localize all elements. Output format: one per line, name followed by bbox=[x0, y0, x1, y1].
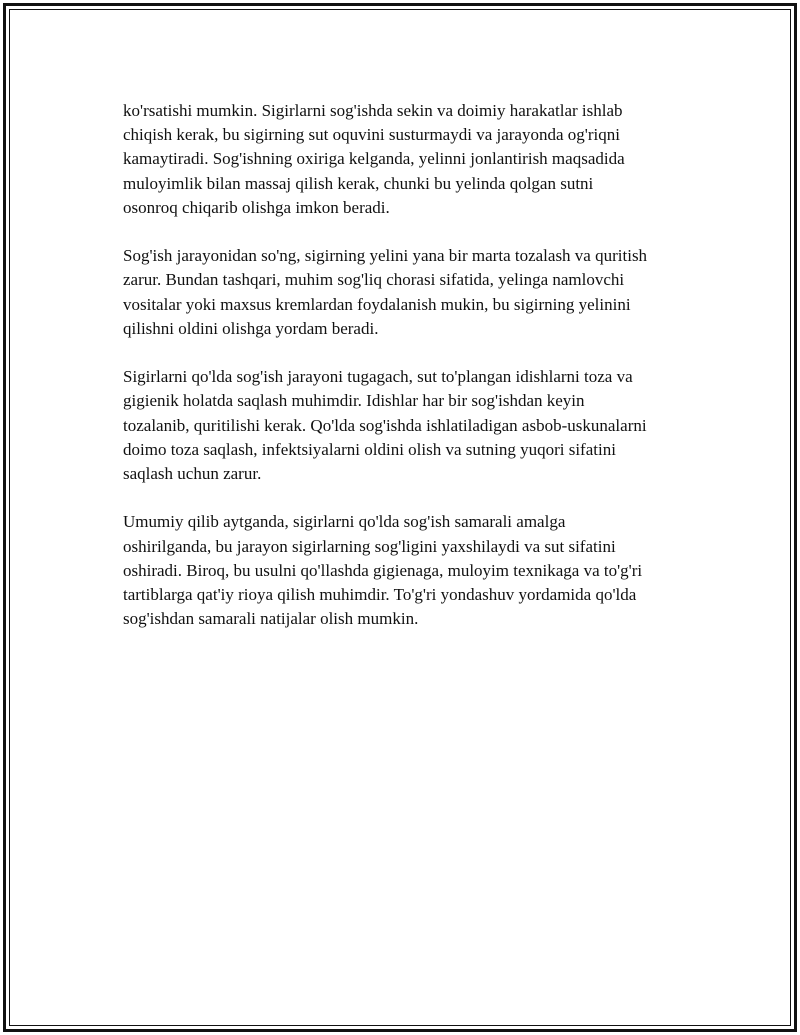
paragraph: ko'rsatishi mumkin. Sigirlarni sog'ishda sekin va doimiy harakatlar ishlab chiqish kerak, bu sigirning sut oquvini susturmaydi va jarayonda og'riqni kamaytiradi. Sog'ishning oxiriga kelganda, yelinni jonlantirish maqsadida muloyimlik bilan massaj qilish kerak, chunki bu yelinda qolgan sutni osonroq chiqarib olishga imkon beradi. bbox=[123, 101, 625, 217]
paragraph: Umumiy qilib aytganda, sigirlarni qo'lda sog'ish samarali amalga oshirilganda, bu jarayon sigirlarning sog'ligini yaxshilaydi va sut sifatini oshiradi. Biroq, bu usulni qo'llashda gigienaga, muloyim texnikaga va to'g'ri tartiblarga qat'iy rioya qilish muhimdir. To'g'ri yondashuv yordamida qo'lda sog'ishdan samarali natijalar olish mumkin. bbox=[123, 512, 643, 629]
document-body bbox=[123, 99, 723, 656]
paragraph: Sigirlarni qo'lda sog'ish jarayoni tugagach, sut to'plangan idishlarni toza va gigienik holatda saqlash muhimdir. Idishlar har bir sog'ishdan keyin tozalanib, quritilishi kerak. Qo'lda sog'ishda ishlatiladigan asbob-uskunalarni doimo toza saqlash, infektsiyalarni oldini olish va sutning yuqori sifatini saqlash uchun zarur. bbox=[123, 367, 647, 484]
paragraph: Sog'ish jarayonidan so'ng, sigirning yelini yana bir marta tozalash va quritish zarur. Bundan tashqari, muhim sog'liq chorasi sifatida, yelinga namlovchi vositalar yoki maxsus kremlardan foydalanish mukin, bu sigirning yelinini qilishni oldini olishga yordam beradi. bbox=[123, 246, 648, 338]
page-frame bbox=[3, 3, 797, 1032]
